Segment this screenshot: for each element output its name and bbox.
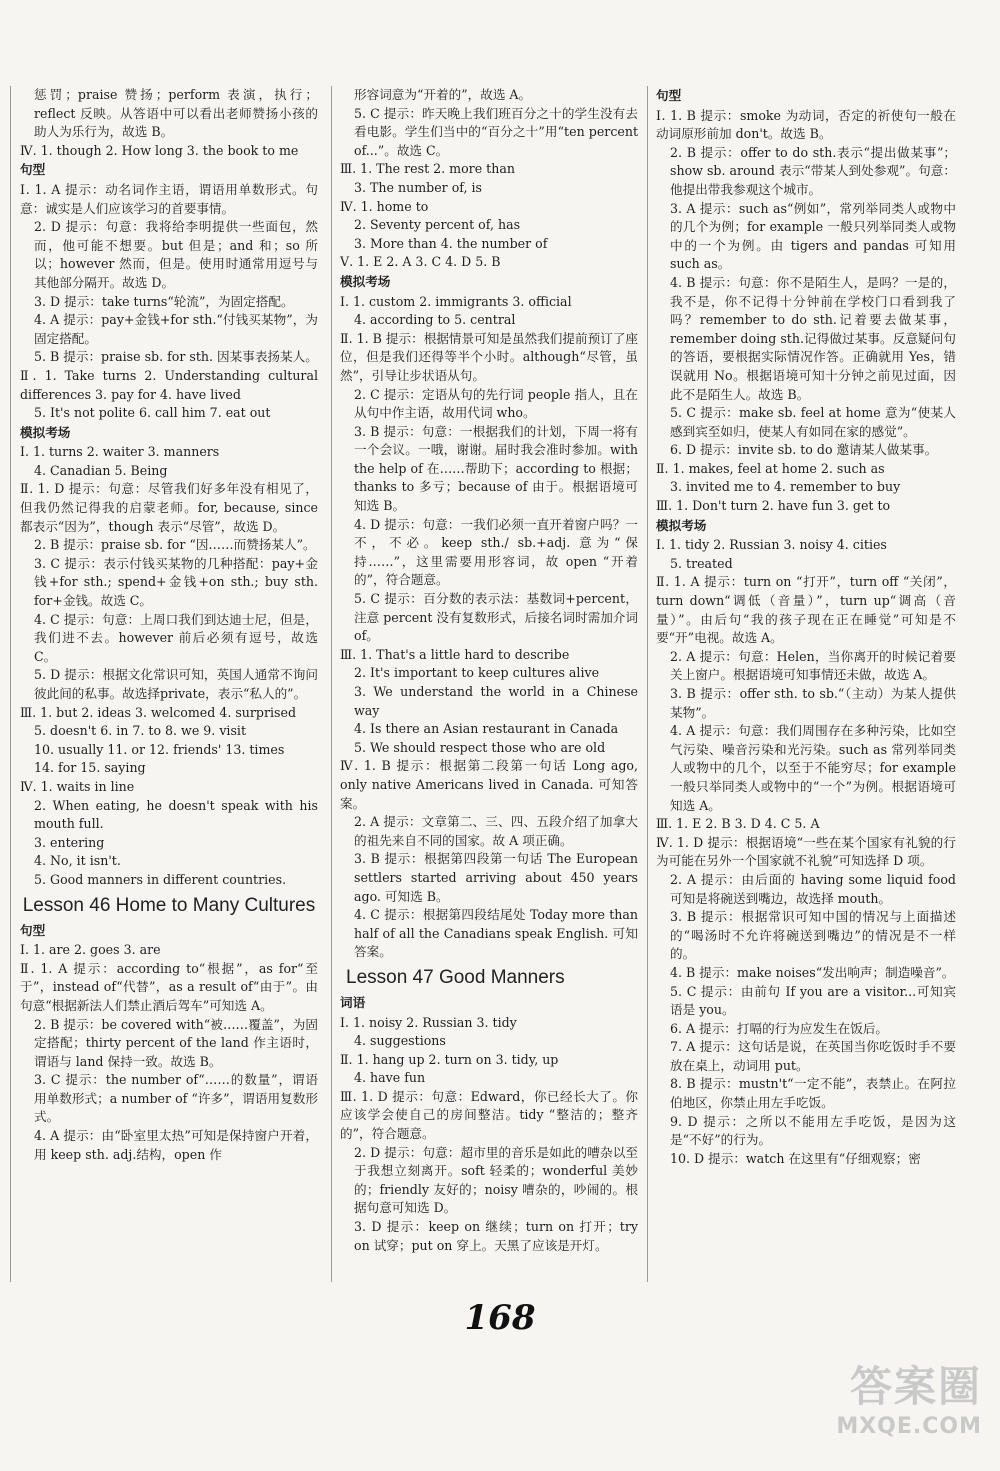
answer-block: 2. D 提示：句意：超市里的音乐是如此的嘈杂以至于我想立刻离开。soft 轻柔的；wonderful 美妙的；friendly 友好的；noisy 嘈杂的，吵闹的。根据句意可知选 D。 xyxy=(354,1144,638,1216)
answer-block: Ⅱ. 1. hang up 2. turn on 3. tidy, up xyxy=(340,1051,559,1067)
answer-block: 5. We should respect those who are old xyxy=(354,739,606,755)
answer-block: Ⅳ. 1. waits in line xyxy=(20,778,135,794)
answer-block: 2. A 提示：由后面的 having some liquid food 可知是将碗送到嘴边，故选择 mouth。 xyxy=(670,871,956,906)
answer-block: 2. Seventy percent of, has xyxy=(354,217,521,233)
answer-block: Ⅱ. 1. A 提示：according to“根据”，as for“至于”，instead of“代替”，as a result of“由于”。由句意“根据新法人们禁止酒后驾车”可知选 A。 xyxy=(20,960,318,1013)
section-heading: 句型 xyxy=(20,922,46,938)
answer-block: 3. More than 4. the number of xyxy=(354,235,548,251)
answer-block: Ⅰ. 1. turns 2. waiter 3. manners xyxy=(20,444,220,460)
answer-block: Ⅱ. 1. D 提示：句意：尽管我们好多年没有相见了，但我仍然记得我的启蒙老师。for, because, since 都表示“因为”，though 表示“尽管”，故选 D。 xyxy=(20,481,318,534)
answer-block: Ⅰ. 1. B 提示：smoke 为动词，否定的祈使句一般在动词原形前加 don't。故选 B。 xyxy=(656,107,956,142)
answer-block: Ⅳ. 1. home to xyxy=(340,198,429,214)
answer-block: Ⅰ. 1. custom 2. immigrants 3. official xyxy=(340,293,572,309)
watermark-url: MXQE.COM xyxy=(836,1414,982,1439)
answer-block: 4. Canadian 5. Being xyxy=(34,462,168,478)
answer-block: Ⅳ. 1. D 提示：根据语境“一些在某个国家有礼貌的行为可能在另外一个国家就不礼貌”可知选择 D 项。 xyxy=(656,834,956,869)
answer-block: 7. A 提示：这句话是说，在英国当你吃饭时手不要放在桌上，动词用 put。 xyxy=(670,1039,956,1073)
answer-block: 2. It's important to keep cultures alive xyxy=(354,665,600,681)
answer-block: 2. B 提示：offer to do sth.表示“提出做某事”；show sb. around 表示“带某人到处参观”。句意：他提出带我参观这个城市。 xyxy=(670,144,956,197)
answer-block: Ⅱ. 1. A 提示：turn on “打开”，turn off “关闭”，turn down“调低（音量）”，turn up“调高（音量）”。由后句“我的孩子现在正在睡觉”可知是不要“开”电视。故选 A。 xyxy=(656,574,956,646)
column-1 xyxy=(20,86,318,1286)
answer-block: Ⅲ. 1. but 2. ideas 3. welcomed 4. surprised xyxy=(20,704,297,720)
answer-block: 4. B 提示：句意：你不是陌生人，是吗？一是的，我不是，你不记得十分钟前在学校门口看到我了吗？remember to do sth.记着要去做某事，remember doing sth.记得做过某事。反意疑问句的答语，要根据实际情况作答。正确就用 Yes，错误就用 No。根据语境可知十分钟之前见过面，因此不是陌生人。故选 B。 xyxy=(670,274,956,402)
answer-block: Ⅲ. 1. D 提示：句意：Edward，你已经长大了。你应该学会使自己的房间整洁。tidy “整洁的；整齐的”，符合题意。 xyxy=(340,1088,638,1142)
answer-block: Ⅱ. 1. makes, feel at home 2. such as xyxy=(656,460,885,476)
answer-block: 9. D 提示：之所以不能用左手吃饭，是因为这是“不好”的行为。 xyxy=(670,1113,956,1148)
watermark xyxy=(732,1354,982,1449)
answer-block: Ⅰ. 1. tidy 2. Russian 3. noisy 4. cities xyxy=(656,537,887,553)
answer-block: 3. B 提示：根据常识可知中国的情况与上面描述的“喝汤时不允许将碗送到嘴边”的情况是不一样的。 xyxy=(670,909,956,962)
answer-block: 2. A 提示：文章第二、三、四、五段介绍了加拿大的祖先来自不同的国家。故 A 项正确。 xyxy=(354,814,638,848)
answer-block: 3. D 提示：keep on 继续；turn on 打开；try on 试穿；put on 穿上。天黑了应该是开灯。 xyxy=(354,1219,638,1253)
section-heading: 模拟考场 xyxy=(20,424,71,440)
answer-block: 4. Is there an Asian restaurant in Canada xyxy=(354,721,619,737)
answer-block: 2. D 提示：句意：我将给李明提供一些面包，然而，他可能不想要。but 但是；and 和；so 所以；however 然而，但是。使用时通常用逗号与其他部分隔开。故选 D。 xyxy=(34,219,318,290)
answer-block: 10. usually 11. or 12. friends' 13. times xyxy=(34,741,285,757)
answer-block: 4. suggestions xyxy=(354,1033,446,1049)
answer-block: 4. C 提示：句意：上周口我们到达迪士尼，但是，我们进不去。however 前后必须有逗号，故选 C。 xyxy=(34,611,318,664)
answer-block: Ⅰ. 1. noisy 2. Russian 3. tidy xyxy=(340,1014,517,1030)
answer-block: 形容词意为“开着的”，故选 A。 xyxy=(354,87,532,102)
answer-block: 3. We understand the world in a Chinese way xyxy=(354,684,638,718)
answer-block: Ⅲ. 1. That's a little hard to describe xyxy=(340,646,570,662)
answer-block: 4. A 提示：pay+金钱+for sth.“付钱买某物”，为固定搭配。 xyxy=(34,312,318,346)
answer-block: 3. invited me to 4. remember to buy xyxy=(670,479,901,495)
answer-block: 3. D 提示：take turns“轮流”，为固定搭配。 xyxy=(34,293,294,309)
answer-block: Ⅰ. 1. A 提示：动名词作主语，谓语用单数形式。句意：诚实是人们应该学习的首要事情。 xyxy=(20,181,318,216)
answer-block: 2. B 提示：praise sb. for “因……而赞扬某人”。 xyxy=(34,537,316,553)
answer-block: 4. A 提示：由“卧室里太热”可知是保持窗户开着，用 keep sth. adj.结构，open 作 xyxy=(34,1128,318,1162)
answer-block: Ⅳ. 1. B 提示：根据第二段第一句话 Long ago, only native Americans lived in Canada. 可知答案。 xyxy=(340,758,638,811)
answer-block: 5. C 提示：由前句 If you are a visitor...可知宾语是 you。 xyxy=(670,983,956,1018)
answer-block: 4. B 提示：make noises“发出响声；制造噪音”。 xyxy=(670,964,955,980)
lesson-title: Lesson 47 Good Manners xyxy=(346,966,565,988)
answer-block: 10. D 提示：watch 在这里有“仔细观察；密 xyxy=(670,1150,921,1166)
answer-block: 2. When eating, he doesn't speak with his mouth full. xyxy=(34,797,318,832)
answer-block: 6. A 提示：打嗝的行为应发生在饭后。 xyxy=(670,1020,889,1036)
answer-block: 5. It's not polite 6. call him 7. eat out xyxy=(34,405,271,421)
answer-block: Ⅲ. 1. Don't turn 2. have fun 3. get to xyxy=(656,498,891,514)
answer-block: 5. B 提示：praise sb. for sth. 因某事表扬某人。 xyxy=(34,349,318,365)
answer-block: 14. for 15. saying xyxy=(34,760,146,776)
answer-block: 2. B 提示：be covered with“被……覆盖”，为固定搭配；thirty percent of the land 作主语时，谓语与 land 保持一致。故选 B。 xyxy=(34,1016,318,1069)
answer-block: Ⅲ. 1. E 2. B 3. D 4. C 5. A xyxy=(656,816,820,832)
answer-block: Ⅲ. 1. The rest 2. more than xyxy=(340,161,515,177)
answer-block: 3. entering xyxy=(34,834,105,850)
answer-block: 5. Good manners in different countries. xyxy=(34,871,287,887)
answer-block: 3. C 提示：表示付钱买某物的几种搭配：pay+金钱+for sth.; spend+金钱+on sth.; buy sth. for+金钱。故选 C。 xyxy=(34,555,318,609)
answer-block: Ⅰ. 1. are 2. goes 3. are xyxy=(20,942,161,958)
answer-block: 5. C 提示：昨天晚上我们班百分之十的学生没有去看电影。学生们当中的“百分之十”用“ten percent of...”。故选 C。 xyxy=(354,105,638,158)
section-heading: 句型 xyxy=(656,88,682,103)
answer-block: Ⅱ. 1. B 提示：根据情景可知是虽然我们提前预订了座位，但是我们还得等半个小时。although“尽管，虽然”，引导让步状语从句。 xyxy=(340,330,638,383)
answer-block: Ⅳ. 1. though 2. How long 3. the book to me xyxy=(20,142,299,158)
section-heading: 模拟考场 xyxy=(340,273,391,289)
answer-block: 4. according to 5. central xyxy=(354,312,516,328)
answer-block: 5. C 提示：百分数的表示法：基数词+percent，注意 percent 没有复数形式，后接名词时需加介词 of。 xyxy=(354,591,638,644)
answer-block: 4. A 提示：句意：我们周围存在多种污染，比如空气污染、噪音污染和光污染。such as 常列举同类人或物中的几个，以至于不能穷尽；for example 一般只举同类人或物中的“一个”为例。根据语境可知选 A。 xyxy=(670,723,956,813)
column-3 xyxy=(656,86,956,1286)
answer-block: 3. B 提示：根据第四段第一句话 The European settlers started arriving about 450 years ago. 可知选 B。 xyxy=(354,851,638,904)
answer-block: Ⅱ. 1. Take turns 2. Understanding cultural differences 3. pay for 4. have lived xyxy=(20,367,318,402)
answer-block: 4. have fun xyxy=(354,1070,426,1086)
answer-block: 5. treated xyxy=(670,555,733,571)
page-number: 168 xyxy=(464,1298,536,1338)
column-2 xyxy=(340,86,638,1286)
answer-block: 3. The number of, is xyxy=(354,179,482,195)
section-heading: 词语 xyxy=(340,994,366,1010)
answer-block: 3. A 提示：such as“例如”，常列举同类人或物中的几个为例；for example 一般只列举同类人或物中的一个为例。由 tigers and pandas 可知用 such as。 xyxy=(670,200,956,272)
answer-block: 惩罚；praise 赞扬；perform 表演，执行；reflect 反映。从答语中可以看出老师赞扬小孩的助人为乐行为，故选 B。 xyxy=(34,87,318,140)
answer-block: 4. No, it isn't. xyxy=(34,853,121,869)
answer-block: 3. B 提示：offer sth. to sb.“（主动）为某人提供某物”。 xyxy=(670,686,956,720)
answer-block: 8. B 提示：mustn't“一定不能”，表禁止。在阿拉伯地区，你禁止用左手吃饭。 xyxy=(670,1076,956,1111)
answer-block: 3. B 提示：句意：一根据我们的计划，下周一将有一个会议。一哦，谢谢。届时我会准时参加。with the help of 在……帮助下；according to 根据；thanks to 多亏；because of 由于。根据语境可知选 B。 xyxy=(354,423,638,514)
column-divider-1 xyxy=(331,86,332,1282)
answer-block: 4. C 提示：根据第四段结尾处 Today more than half of all the Canadians speak English. 可知答案。 xyxy=(354,907,638,960)
section-heading: 模拟考场 xyxy=(656,517,707,533)
answer-block: 5. C 提示：make sb. feel at home 意为“使某人感到宾至如归，使某人有如同在家的感觉”。 xyxy=(670,405,956,439)
watermark-title: 答案圈 xyxy=(849,1362,982,1411)
answer-block: 5. D 提示：根据文化常识可知，英国人通常不询问彼此间的私事。故选择private，表示“私人的”。 xyxy=(34,667,318,701)
answer-block: 4. D 提示：句意：一我们必须一直开着窗户吗？一不，不必。keep sth./ sb.+adj. 意为“保持……”，这里需要用形容词，故 open “开着的”，符合题意。 xyxy=(354,516,638,588)
answer-block: 5. doesn't 6. in 7. to 8. we 9. visit xyxy=(34,723,247,739)
answer-block: 2. A 提示：句意：Helen，当你离开的时候记着要关上窗户。根据语境可知事情还未做，故选 A。 xyxy=(670,648,956,683)
left-margin-rule xyxy=(10,86,11,1282)
answer-block: Ⅴ. 1. E 2. A 3. C 4. D 5. B xyxy=(340,254,501,270)
answer-block: 3. C 提示：the number of“……的数量”，谓语用单数形式；a number of “许多”，谓语用复数形式。 xyxy=(34,1072,318,1125)
section-heading: 句型 xyxy=(20,162,46,178)
lesson-title: Lesson 46 Home to Many Cultures xyxy=(22,894,316,916)
answer-block: 2. C 提示：定语从句的先行词 people 指人，且在从句中作主语，故用代词 who。 xyxy=(354,386,638,421)
answer-block: 6. D 提示：invite sb. to do 邀请某人做某事。 xyxy=(670,442,938,458)
column-divider-2 xyxy=(647,86,648,1282)
